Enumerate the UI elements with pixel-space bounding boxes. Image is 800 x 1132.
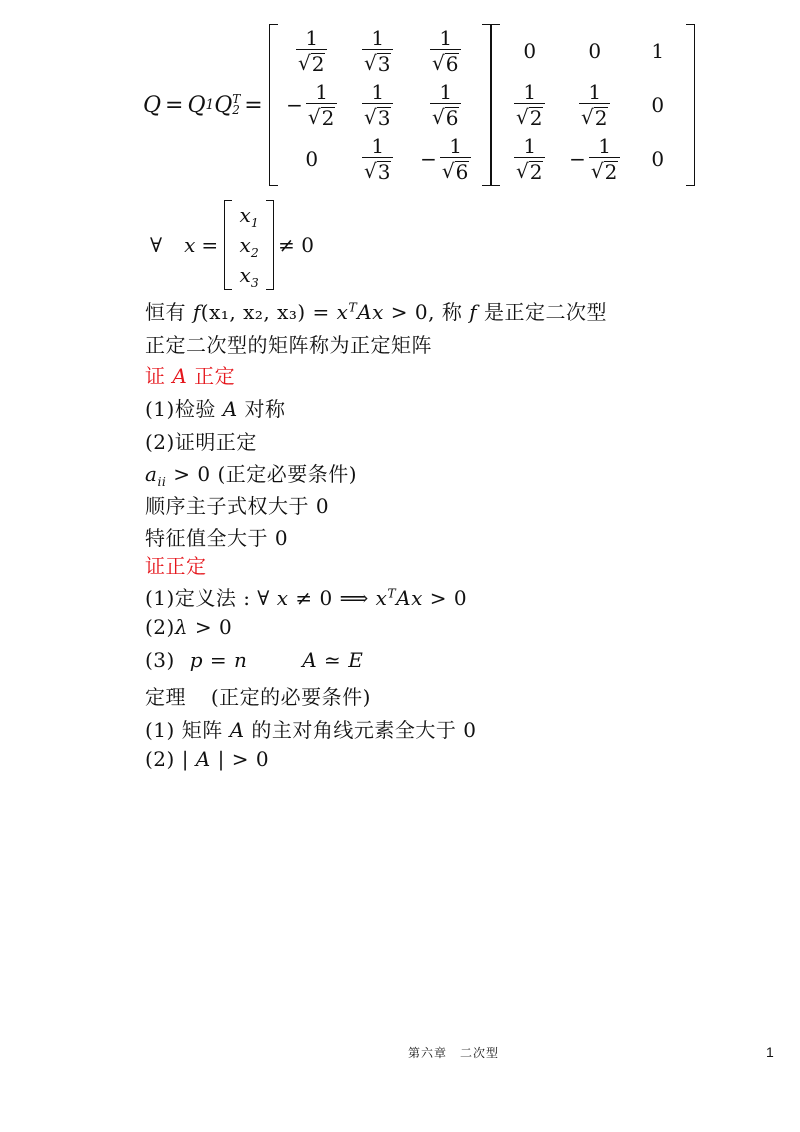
numerator: 1	[439, 80, 453, 104]
sqrt	[442, 160, 469, 182]
fraction	[362, 136, 393, 182]
text: ≠ 0 ⟹	[288, 586, 376, 610]
vector-x	[224, 200, 274, 290]
numerator: 1	[449, 134, 462, 158]
matrix-q2-transpose	[491, 24, 695, 186]
radical-sign: √	[580, 105, 594, 129]
subscript: 1	[250, 215, 259, 230]
numerator: 1	[305, 26, 319, 50]
numerator: 1	[315, 80, 328, 104]
text: 矩阵	[174, 718, 230, 742]
matrix-entry: 0	[305, 147, 319, 171]
symbol-n: n	[234, 648, 248, 672]
sqrt	[364, 160, 391, 182]
fraction	[514, 136, 545, 182]
forall-symbol: ∀	[150, 233, 163, 257]
symbol-Q2: Q	[214, 92, 233, 118]
matrix-entry	[296, 28, 327, 74]
text: (正定必要条件)	[217, 462, 358, 486]
superscript-T: T	[348, 299, 358, 315]
matrix-entry	[286, 82, 337, 128]
text: 检验	[174, 397, 223, 421]
radical-sign: √	[441, 159, 455, 183]
step-number: (2)	[145, 430, 175, 454]
symbol-p: p	[189, 648, 204, 672]
matrix-entry	[430, 82, 461, 128]
symbol-x: x	[336, 300, 349, 324]
symbol-x: x	[239, 203, 251, 227]
symbol-Q1: Q	[187, 92, 206, 118]
sqrt	[581, 106, 608, 128]
args: (x₁, x₂, x₃) =	[200, 300, 337, 324]
radicand: 6	[445, 106, 459, 130]
text: 定理	[145, 685, 186, 709]
denominator	[514, 157, 545, 182]
radical-sign: √	[515, 105, 529, 129]
symbol-lambda: λ	[174, 615, 189, 639]
line-step-2	[145, 426, 257, 455]
radicand: 2	[594, 106, 608, 130]
radical-sign: √	[363, 51, 377, 75]
numerator: 1	[371, 26, 385, 50]
vector-entry	[239, 263, 259, 290]
radicand: 3	[377, 106, 391, 130]
superscript-T: T	[387, 585, 397, 601]
radicand: 2	[311, 52, 325, 76]
radicand: 6	[455, 160, 469, 184]
denominator	[362, 49, 393, 74]
matrix-entry	[514, 82, 545, 128]
symbol-Q: Q	[143, 92, 162, 118]
numerator: 1	[523, 80, 537, 104]
text: ≃	[317, 648, 349, 672]
superscript-T: T	[232, 92, 241, 106]
radicand: 6	[445, 52, 459, 76]
vector-entry	[239, 233, 259, 260]
text: 的主对角线元素全大于 0	[244, 718, 477, 742]
text: (正定的必要条件)	[210, 685, 371, 709]
heading-prove-positive: 证正定	[145, 554, 207, 578]
step-number: (1)	[145, 586, 175, 610]
symbol-A: A	[172, 364, 188, 388]
radical-sign: √	[590, 159, 604, 183]
page-number: 1	[766, 1044, 774, 1060]
denominator	[440, 157, 471, 182]
text: > 0, 称	[383, 300, 470, 324]
radical-sign: √	[307, 105, 321, 129]
equals-sign: =	[165, 92, 184, 118]
text: > 0	[166, 462, 211, 486]
denominator	[296, 49, 327, 74]
vector-definition	[150, 200, 314, 290]
symbol-x: x	[276, 586, 289, 610]
subscript: 3	[250, 275, 259, 290]
denominator	[306, 103, 337, 128]
subscript-2: 2	[232, 103, 240, 117]
radical-sign: √	[363, 105, 377, 129]
equation-lhs: Q = Q 1 Q T 2 =	[143, 92, 263, 118]
matrix-entry	[514, 136, 545, 182]
line-lambda	[145, 615, 232, 639]
fraction	[362, 28, 393, 74]
radical-sign: √	[297, 51, 311, 75]
sqrt	[591, 160, 618, 182]
sqrt	[308, 106, 335, 128]
radical-sign: √	[515, 159, 529, 183]
sqrt	[364, 52, 391, 74]
radical-sign: √	[431, 51, 445, 75]
fraction	[589, 136, 620, 182]
line-theorem-1	[145, 714, 476, 743]
denominator	[430, 103, 461, 128]
footer-chapter: 第六章 二次型	[408, 1046, 500, 1060]
sqrt	[432, 52, 459, 74]
text: =	[203, 648, 234, 672]
matrix-entry: 0	[523, 39, 537, 63]
fraction	[579, 82, 610, 128]
fraction	[514, 82, 545, 128]
text: |	[174, 747, 196, 771]
symbol-x: x	[375, 586, 388, 610]
line-theorem-2	[145, 747, 269, 771]
symbol-A: A	[195, 747, 211, 771]
numerator: 1	[598, 134, 611, 158]
denominator	[579, 103, 610, 128]
step-number: (2)	[145, 747, 175, 771]
symbol-x: x	[184, 233, 196, 257]
symbol-A: A	[222, 397, 238, 421]
line-theorem	[145, 681, 371, 710]
text: 证明正定	[174, 430, 257, 454]
line-leading-minors: 顺序主子式权大于 0	[145, 494, 330, 518]
text: | > 0	[210, 747, 270, 771]
symbol-f: f	[469, 300, 478, 324]
step-number: (3)	[145, 648, 175, 672]
matrix-entry	[569, 136, 620, 182]
neq-zero: ≠ 0	[278, 233, 314, 257]
radical-sign: √	[431, 105, 445, 129]
text: 是正定二次型	[477, 300, 607, 324]
radicand: 2	[529, 106, 543, 130]
fraction	[440, 136, 471, 182]
matrix-equation	[143, 22, 695, 188]
fraction	[296, 28, 327, 74]
matrix-q1	[269, 24, 491, 186]
text: 对称	[237, 397, 286, 421]
line-eigenvalues: 特征值全大于 0	[145, 526, 289, 550]
radicand: 3	[377, 160, 391, 184]
numerator: 1	[523, 134, 537, 158]
line-step-1	[145, 393, 286, 422]
symbol-A: A	[229, 718, 245, 742]
radicand: 2	[321, 106, 335, 130]
equals-sign: =	[201, 233, 219, 257]
symbol-E: E	[348, 648, 364, 672]
step-number: (1)	[145, 397, 175, 421]
radicand: 2	[604, 160, 618, 184]
step-number: (2)	[145, 615, 175, 639]
matrix-entry	[362, 28, 393, 74]
matrix-entry	[362, 82, 393, 128]
text: > 0	[188, 615, 233, 639]
denominator	[430, 49, 461, 74]
matrix-entry	[430, 28, 461, 74]
denominator	[362, 103, 393, 128]
symbol-x: x	[239, 233, 251, 257]
radicand: 3	[377, 52, 391, 76]
text: 恒有	[145, 300, 186, 324]
subscript: 2	[250, 245, 259, 260]
symbol-Ax: Ax	[357, 300, 384, 324]
minus-sign: −	[569, 147, 586, 171]
subscript-ii: ii	[157, 474, 167, 489]
line-rank	[145, 648, 363, 672]
fraction	[306, 82, 337, 128]
line-definition-method	[145, 582, 467, 611]
matrix-entry	[362, 136, 393, 182]
numerator: 1	[371, 80, 385, 104]
symbol-Ax: Ax	[396, 586, 423, 610]
matrix-entry	[579, 82, 610, 128]
sqrt	[516, 106, 543, 128]
minus-sign: −	[420, 147, 437, 171]
step-number: (1)	[145, 718, 175, 742]
fraction	[430, 28, 461, 74]
symbol-a: a	[145, 462, 158, 486]
radicand: 2	[529, 160, 543, 184]
matrix-entry: 0	[588, 39, 602, 63]
denominator	[589, 157, 620, 182]
numerator: 1	[439, 26, 453, 50]
sqrt	[432, 106, 459, 128]
minus-sign: −	[286, 93, 303, 117]
heading-prove-A-positive	[145, 360, 235, 389]
matrix-entry: 0	[651, 147, 665, 171]
equals-sign: =	[244, 92, 263, 118]
matrix-entry: 1	[651, 39, 665, 63]
sqrt	[364, 106, 391, 128]
numerator: 1	[371, 134, 385, 158]
symbol-f: f	[192, 300, 201, 324]
fraction	[362, 82, 393, 128]
denominator	[514, 103, 545, 128]
numerator: 1	[588, 80, 602, 104]
sqrt	[516, 160, 543, 182]
text: 证	[145, 364, 173, 388]
matrix-entry	[420, 136, 471, 182]
radical-sign: √	[363, 159, 377, 183]
symbol-A: A	[302, 648, 318, 672]
text: > 0	[422, 586, 468, 610]
vector-entry	[239, 203, 259, 230]
sqrt	[298, 52, 325, 74]
matrix-entry: 0	[651, 93, 665, 117]
denominator	[362, 157, 393, 182]
line-necessary-condition	[145, 458, 357, 487]
line-positive-definite-def	[145, 296, 607, 325]
line-positive-definite-matrix: 正定二次型的矩阵称为正定矩阵	[145, 333, 432, 357]
symbol-x: x	[239, 263, 251, 287]
text: 定义法 : ∀	[174, 586, 277, 610]
fraction	[430, 82, 461, 128]
text: 正定	[187, 364, 236, 388]
